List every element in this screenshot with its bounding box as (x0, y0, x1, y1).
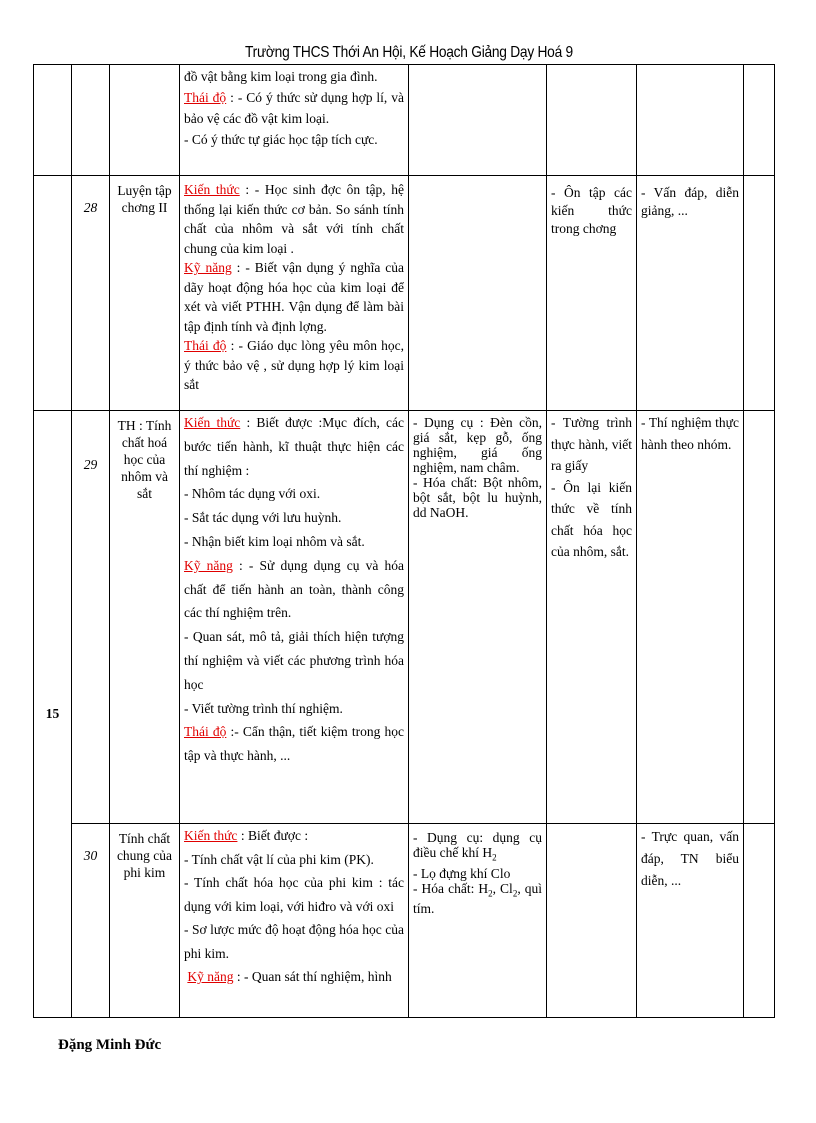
lesson-number: 29 (72, 411, 110, 824)
lesson-content (180, 176, 409, 411)
knowledge-text: : - Học sinh đợc ôn tập, hệ thống lại kiến thức cơ bản. So sánh tính chất của nhôm và sắt với tính chất chung của kim loại . (184, 182, 404, 256)
week-number: 15 (34, 411, 72, 1018)
skill-label: Kỹ năng (184, 260, 232, 275)
lesson-content: Kiến thức : Biết được :Mục đích, các bước tiến hành, kĩ thuật thực hiện các thí nghiệm : - Nhôm tác dụng với oxi. - Sắt tác dụng với lưu huỳnh. - Nhận biết kim loại nhôm và sắt. Kỹ năng : - Sử dụng dụng cụ và hóa chất để tiến hành an toàn, thành công các thí nghiệm trên. - Quan sát, mô tả, giải thích hiện tượng thí nghiệm và viết các phương trình hóa học - Viết tường trình thí nghiệm. Thái độ :- Cẩn thận, tiết kiệm trong học tập và thực hành, ... (180, 411, 409, 824)
skill-text: : - Quan sát thí nghiệm, hình (233, 969, 392, 984)
knowledge-text: : Biết được :Mục đích, các bước tiến hành, kĩ thuật thực hiện các thí nghiệm : (184, 415, 404, 478)
lesson-number: 28 (72, 176, 110, 411)
lesson-content: Kiến thức : Biết được : - Tính chất vật lí của phi kim (PK). - Tính chất hóa học của phi kim : tác dụng với kim loại, với hiđro và với oxi - Sơ lược mức độ hoạt động hóa học của phi kim. Kỹ năng : - Quan sát thí nghiệm, hình (180, 824, 409, 1018)
knowledge-text: : Biết được : (237, 828, 309, 843)
methods-cell: - Vấn đáp, diễn giảng, ... (637, 176, 744, 411)
skill-text: : - Sử dụng dụng cụ và hóa chất để tiến hành an toàn, thành công các thí nghiệm trên. (184, 557, 404, 621)
lesson-28-row (34, 176, 775, 411)
lesson-30-row (34, 824, 775, 1018)
methods-cell: - Trực quan, vấn đáp, TN biểu diễn, ... (637, 824, 744, 1018)
student-prep-cell: - Tường trình thực hành, viết ra giấy - Ôn lại kiến thức về tính chất hóa học của nhôm, sắt. (547, 411, 637, 824)
continuation-line-3: - Có ý thức tự giác học tập tích cực. (184, 132, 378, 147)
skill-label: Kỹ năng (187, 969, 234, 984)
methods-cell: - Thí nghiệm thực hành theo nhóm. (637, 411, 744, 824)
lesson-29-row (34, 411, 775, 824)
continuation-content (180, 65, 409, 176)
equipment-cell: - Dụng cụ: dụng cụ điều chế khí $H_2$ - Lọ đựng khí Clo - Hóa chất: $H_2$, $Cl_2$, quì tím. (409, 824, 547, 1018)
attitude-label: Thái độ (184, 724, 227, 740)
attitude-label: Thái độ (184, 90, 227, 105)
lesson-plan-table (33, 64, 775, 1018)
student-prep-cell (547, 824, 637, 1018)
page-header: Trường THCS Thới An Hội, Kế Hoạch Giảng Dạy Hoá 9 (245, 44, 573, 61)
attitude-text: : - Có ý thức sử dụng hợp lí, và bảo vệ các đồ vật kim loại. (184, 90, 404, 126)
skill-text: : - Biết vận dụng ý nghĩa của dãy hoạt động hóa học của kim loại để xét và viết PTHH. Vận dụng để làm bài tập định tính và định lợng. (184, 260, 404, 334)
lesson-title: Luyện tập chơng II (110, 176, 180, 411)
lesson-title: TH : Tính chất hoá học của nhôm và sắt (110, 411, 180, 824)
lesson-number: 30 (72, 824, 110, 1018)
attitude-label: Thái độ (184, 338, 227, 353)
knowledge-label: Kiến thức (184, 828, 238, 843)
equipment-cell: - Dụng cụ : Đèn cồn, giá sắt, kẹp gỗ, ống nghiệm, giá ống nghiệm, nam châm. - Hóa chất: Bột nhôm, bột sắt, bột lu huỳnh, dd NaOH. (409, 411, 547, 824)
knowledge-label: Kiến thức (184, 415, 241, 430)
equipment-cell (409, 176, 547, 411)
student-prep-cell: - Ôn tập các kiến thức trong chơng (547, 176, 637, 411)
skill-label: Kỹ năng (184, 557, 233, 573)
continuation-line-1: đồ vật bằng kim loại trong gia đình. (184, 69, 378, 84)
week-cell-prev (34, 65, 72, 176)
attitude-text: :- Cẩn thận, tiết kiệm trong học tập và thực hành, ... (184, 724, 404, 764)
knowledge-label: Kiến thức (184, 182, 240, 197)
lesson-title: Tính chất chung của phi kim (110, 824, 180, 1018)
author-name: Đặng Minh Đức (58, 1037, 162, 1053)
continuation-row (34, 65, 775, 176)
attitude-text: : - Giáo dục lòng yêu môn học, ý thức bảo vệ , sử dụng hợp lý kim loại sắt (184, 338, 404, 392)
